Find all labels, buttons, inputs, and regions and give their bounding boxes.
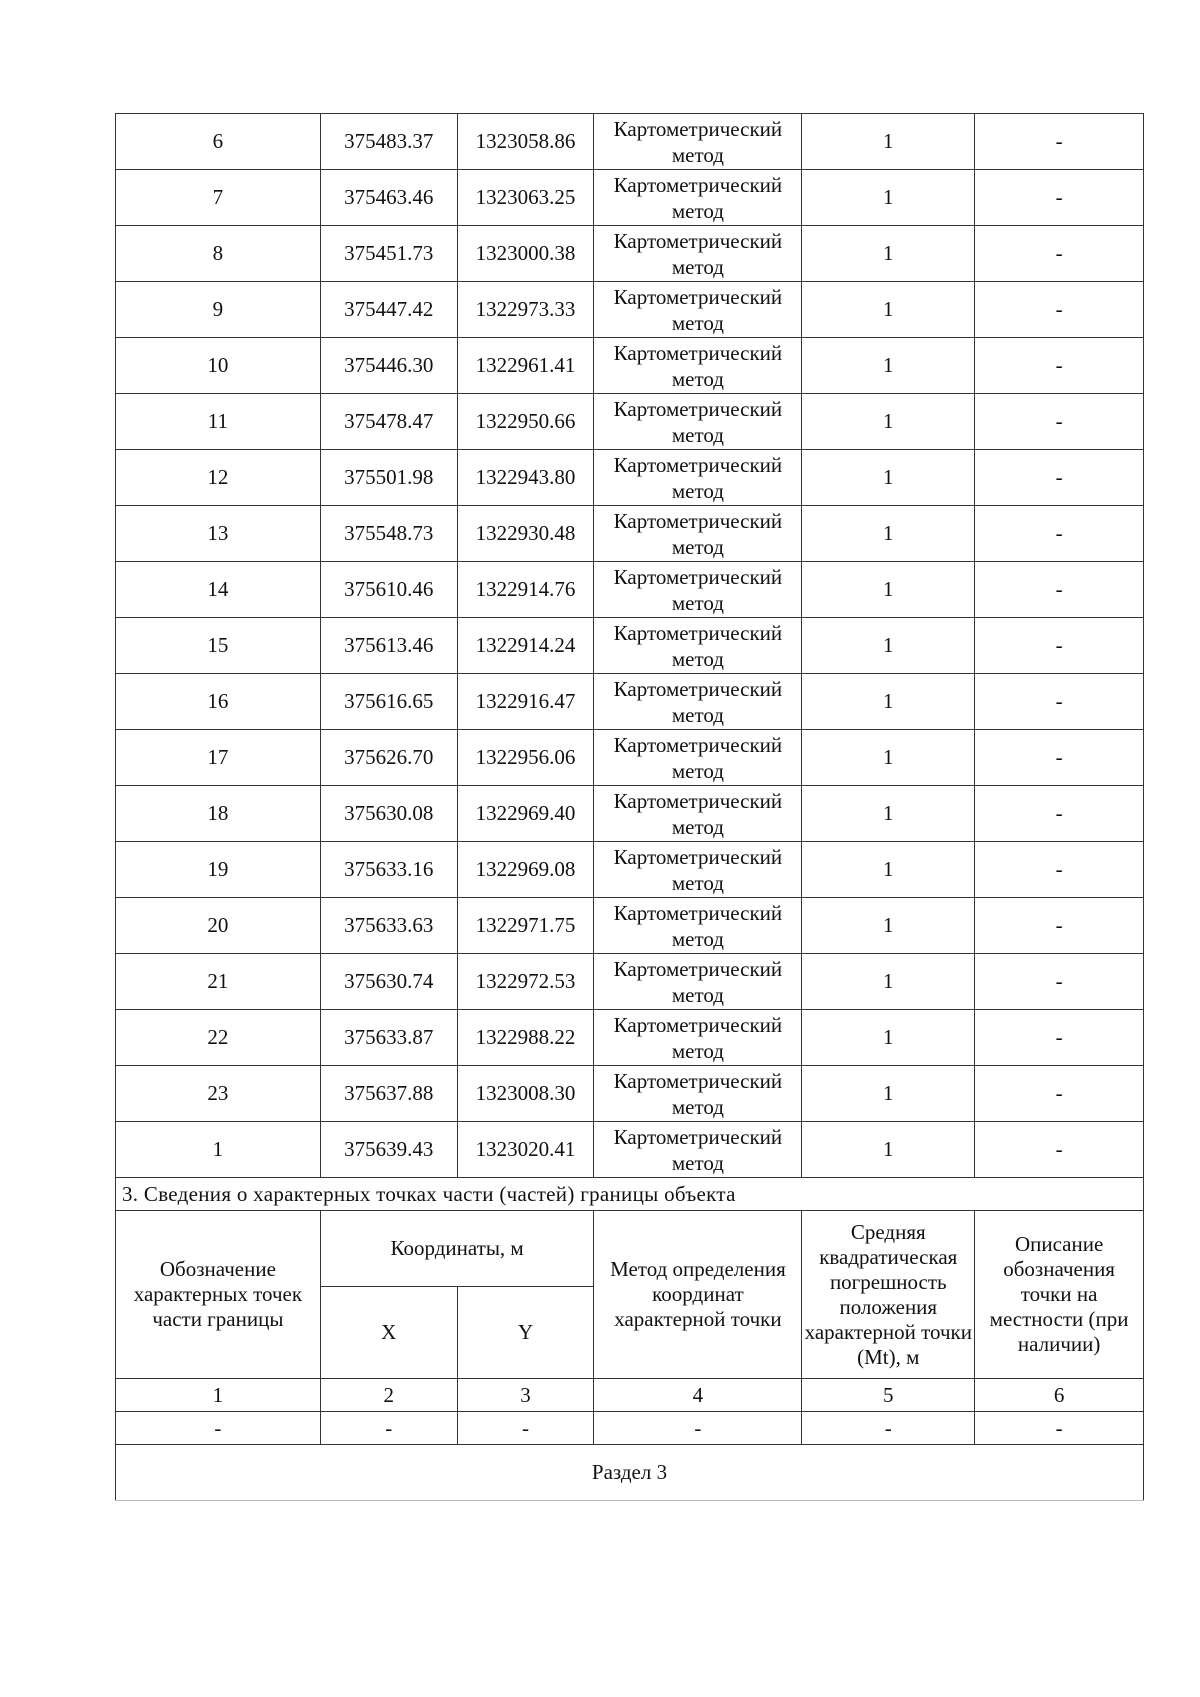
coordinate-y: 1323058.86 bbox=[457, 114, 594, 170]
description-cell: - bbox=[975, 562, 1144, 618]
description-cell: - bbox=[975, 450, 1144, 506]
error-value: 1 bbox=[802, 1010, 975, 1066]
point-number: 10 bbox=[116, 338, 321, 394]
coordinate-x: 375548.73 bbox=[320, 506, 457, 562]
empty-cell: - bbox=[320, 1412, 457, 1445]
method-cell bbox=[594, 226, 802, 282]
error-value: 1 bbox=[802, 338, 975, 394]
coordinate-y: 1322988.22 bbox=[457, 1010, 594, 1066]
method-label: Картометрический метод bbox=[613, 228, 783, 279]
empty-cell: - bbox=[594, 1412, 802, 1445]
description-cell: - bbox=[975, 506, 1144, 562]
description-cell: - bbox=[975, 170, 1144, 226]
method-label: Картометрический метод bbox=[613, 1124, 783, 1175]
point-number: 23 bbox=[116, 1066, 321, 1122]
coordinate-y: 1322961.41 bbox=[457, 338, 594, 394]
method-label: Картометрический метод bbox=[613, 116, 783, 167]
description-cell: - bbox=[975, 674, 1144, 730]
coordinate-x: 375478.47 bbox=[320, 394, 457, 450]
header-x: X bbox=[320, 1287, 457, 1379]
coordinate-y: 1322971.75 bbox=[457, 898, 594, 954]
point-number: 19 bbox=[116, 842, 321, 898]
description-cell: - bbox=[975, 282, 1144, 338]
column-number: 1 bbox=[116, 1379, 321, 1412]
header-coordinates: Координаты, м bbox=[320, 1211, 594, 1287]
coordinate-y: 1322972.53 bbox=[457, 954, 594, 1010]
coordinate-x: 375610.46 bbox=[320, 562, 457, 618]
description-cell: - bbox=[975, 394, 1144, 450]
error-value: 1 bbox=[802, 674, 975, 730]
method-cell bbox=[594, 506, 802, 562]
point-number: 11 bbox=[116, 394, 321, 450]
coordinate-y: 1322969.40 bbox=[457, 786, 594, 842]
header-description: Описание обозначения точки на местности (при наличии) bbox=[975, 1211, 1144, 1379]
error-value: 1 bbox=[802, 114, 975, 170]
coordinate-x: 375633.63 bbox=[320, 898, 457, 954]
error-value: 1 bbox=[802, 506, 975, 562]
method-cell bbox=[594, 898, 802, 954]
table-row bbox=[116, 842, 1144, 898]
coordinate-x: 375501.98 bbox=[320, 450, 457, 506]
description-cell: - bbox=[975, 226, 1144, 282]
empty-cell: - bbox=[457, 1412, 594, 1445]
description-cell: - bbox=[975, 338, 1144, 394]
table-row bbox=[116, 954, 1144, 1010]
error-value: 1 bbox=[802, 226, 975, 282]
description-cell: - bbox=[975, 114, 1144, 170]
method-cell bbox=[594, 842, 802, 898]
method-label: Картометрический метод bbox=[613, 340, 783, 391]
point-number: 14 bbox=[116, 562, 321, 618]
coordinate-x: 375633.87 bbox=[320, 1010, 457, 1066]
method-label: Картометрический метод bbox=[613, 900, 783, 951]
coordinate-x: 375626.70 bbox=[320, 730, 457, 786]
table-row bbox=[116, 730, 1144, 786]
method-label: Картометрический метод bbox=[613, 508, 783, 559]
column-number: 4 bbox=[594, 1379, 802, 1412]
method-cell bbox=[594, 1010, 802, 1066]
coordinate-y: 1322930.48 bbox=[457, 506, 594, 562]
coordinate-x: 375447.42 bbox=[320, 282, 457, 338]
method-label: Картометрический метод bbox=[613, 844, 783, 895]
table-row bbox=[116, 562, 1144, 618]
table-row bbox=[116, 1122, 1144, 1178]
coordinate-x: 375637.88 bbox=[320, 1066, 457, 1122]
point-number: 17 bbox=[116, 730, 321, 786]
point-number: 16 bbox=[116, 674, 321, 730]
coordinate-y: 1322973.33 bbox=[457, 282, 594, 338]
error-value: 1 bbox=[802, 562, 975, 618]
error-value: 1 bbox=[802, 282, 975, 338]
empty-data-row bbox=[116, 1412, 1144, 1445]
method-cell bbox=[594, 730, 802, 786]
error-value: 1 bbox=[802, 898, 975, 954]
coordinate-x: 375451.73 bbox=[320, 226, 457, 282]
method-label: Картометрический метод bbox=[613, 172, 783, 223]
description-cell: - bbox=[975, 954, 1144, 1010]
point-number: 15 bbox=[116, 618, 321, 674]
error-value: 1 bbox=[802, 1122, 975, 1178]
error-value: 1 bbox=[802, 730, 975, 786]
point-number: 1 bbox=[116, 1122, 321, 1178]
description-cell: - bbox=[975, 1122, 1144, 1178]
table-row bbox=[116, 898, 1144, 954]
method-cell bbox=[594, 618, 802, 674]
point-number: 22 bbox=[116, 1010, 321, 1066]
method-cell bbox=[594, 1066, 802, 1122]
coordinate-y: 1322950.66 bbox=[457, 394, 594, 450]
method-label: Картометрический метод bbox=[613, 452, 783, 503]
method-cell bbox=[594, 114, 802, 170]
coordinate-x: 375639.43 bbox=[320, 1122, 457, 1178]
point-number: 13 bbox=[116, 506, 321, 562]
description-cell: - bbox=[975, 1066, 1144, 1122]
coordinate-x: 375446.30 bbox=[320, 338, 457, 394]
column-number: 3 bbox=[457, 1379, 594, 1412]
table-row bbox=[116, 282, 1144, 338]
method-cell bbox=[594, 170, 802, 226]
table-row bbox=[116, 1010, 1144, 1066]
point-number: 21 bbox=[116, 954, 321, 1010]
coordinate-y: 1322943.80 bbox=[457, 450, 594, 506]
description-cell: - bbox=[975, 1010, 1144, 1066]
coordinate-y: 1322969.08 bbox=[457, 842, 594, 898]
method-cell bbox=[594, 450, 802, 506]
table-row bbox=[116, 618, 1144, 674]
table-row bbox=[116, 506, 1144, 562]
method-label: Картометрический метод bbox=[613, 620, 783, 671]
point-number: 6 bbox=[116, 114, 321, 170]
coordinate-x: 375633.16 bbox=[320, 842, 457, 898]
table-row bbox=[116, 114, 1144, 170]
table-row bbox=[116, 170, 1144, 226]
table-row bbox=[116, 674, 1144, 730]
table-row bbox=[116, 338, 1144, 394]
description-cell: - bbox=[975, 842, 1144, 898]
point-number: 9 bbox=[116, 282, 321, 338]
column-number-row bbox=[116, 1379, 1144, 1412]
point-number: 20 bbox=[116, 898, 321, 954]
error-value: 1 bbox=[802, 618, 975, 674]
method-label: Картометрический метод bbox=[613, 564, 783, 615]
method-label: Картометрический метод bbox=[613, 732, 783, 783]
error-value: 1 bbox=[802, 170, 975, 226]
method-label: Картометрический метод bbox=[613, 1068, 783, 1119]
coordinate-x: 375630.74 bbox=[320, 954, 457, 1010]
empty-cell: - bbox=[975, 1412, 1144, 1445]
table-row bbox=[116, 394, 1144, 450]
coordinate-y: 1322956.06 bbox=[457, 730, 594, 786]
method-cell bbox=[594, 282, 802, 338]
empty-cell: - bbox=[802, 1412, 975, 1445]
header-error: Средняя квадратическая погрешность положения характерной точки (Mt), м bbox=[802, 1211, 975, 1379]
header-y: Y bbox=[457, 1287, 594, 1379]
header-method: Метод определения координат характерной точки bbox=[594, 1211, 802, 1379]
boundary-points-table bbox=[115, 113, 1144, 1501]
method-label: Картометрический метод bbox=[613, 956, 783, 1007]
coordinate-y: 1323020.41 bbox=[457, 1122, 594, 1178]
column-number: 5 bbox=[802, 1379, 975, 1412]
error-value: 1 bbox=[802, 450, 975, 506]
header-designation: Обозначение характерных точек части границы bbox=[116, 1211, 321, 1379]
method-cell bbox=[594, 562, 802, 618]
column-number: 2 bbox=[320, 1379, 457, 1412]
coordinate-y: 1322914.76 bbox=[457, 562, 594, 618]
column-number: 6 bbox=[975, 1379, 1144, 1412]
table-row bbox=[116, 226, 1144, 282]
point-number: 18 bbox=[116, 786, 321, 842]
coordinate-x: 375616.65 bbox=[320, 674, 457, 730]
description-cell: - bbox=[975, 786, 1144, 842]
coordinate-x: 375483.37 bbox=[320, 114, 457, 170]
method-label: Картометрический метод bbox=[613, 284, 783, 335]
point-number: 7 bbox=[116, 170, 321, 226]
error-value: 1 bbox=[802, 1066, 975, 1122]
error-value: 1 bbox=[802, 394, 975, 450]
error-value: 1 bbox=[802, 842, 975, 898]
coordinate-y: 1323000.38 bbox=[457, 226, 594, 282]
coordinate-y: 1323008.30 bbox=[457, 1066, 594, 1122]
method-cell bbox=[594, 1122, 802, 1178]
coordinate-x: 375630.08 bbox=[320, 786, 457, 842]
point-number: 12 bbox=[116, 450, 321, 506]
method-label: Картометрический метод bbox=[613, 396, 783, 447]
description-cell: - bbox=[975, 898, 1144, 954]
section-footer-label: Раздел 3 bbox=[116, 1445, 1144, 1501]
coordinate-x: 375613.46 bbox=[320, 618, 457, 674]
table-row bbox=[116, 1066, 1144, 1122]
method-cell bbox=[594, 954, 802, 1010]
description-cell: - bbox=[975, 618, 1144, 674]
coordinate-y: 1323063.25 bbox=[457, 170, 594, 226]
point-number: 8 bbox=[116, 226, 321, 282]
method-cell bbox=[594, 674, 802, 730]
coordinate-y: 1322916.47 bbox=[457, 674, 594, 730]
method-label: Картометрический метод bbox=[613, 676, 783, 727]
points-body bbox=[116, 114, 1144, 1178]
empty-cell: - bbox=[116, 1412, 321, 1445]
description-cell: - bbox=[975, 730, 1144, 786]
error-value: 1 bbox=[802, 786, 975, 842]
method-cell bbox=[594, 786, 802, 842]
method-cell bbox=[594, 338, 802, 394]
coordinate-y: 1322914.24 bbox=[457, 618, 594, 674]
section-3-title: 3. Сведения о характерных точках части (частей) границы объекта bbox=[116, 1178, 1144, 1211]
method-cell bbox=[594, 394, 802, 450]
method-label: Картометрический метод bbox=[613, 788, 783, 839]
coordinate-x: 375463.46 bbox=[320, 170, 457, 226]
table-row bbox=[116, 450, 1144, 506]
table-row bbox=[116, 786, 1144, 842]
error-value: 1 bbox=[802, 954, 975, 1010]
method-label: Картометрический метод bbox=[613, 1012, 783, 1063]
